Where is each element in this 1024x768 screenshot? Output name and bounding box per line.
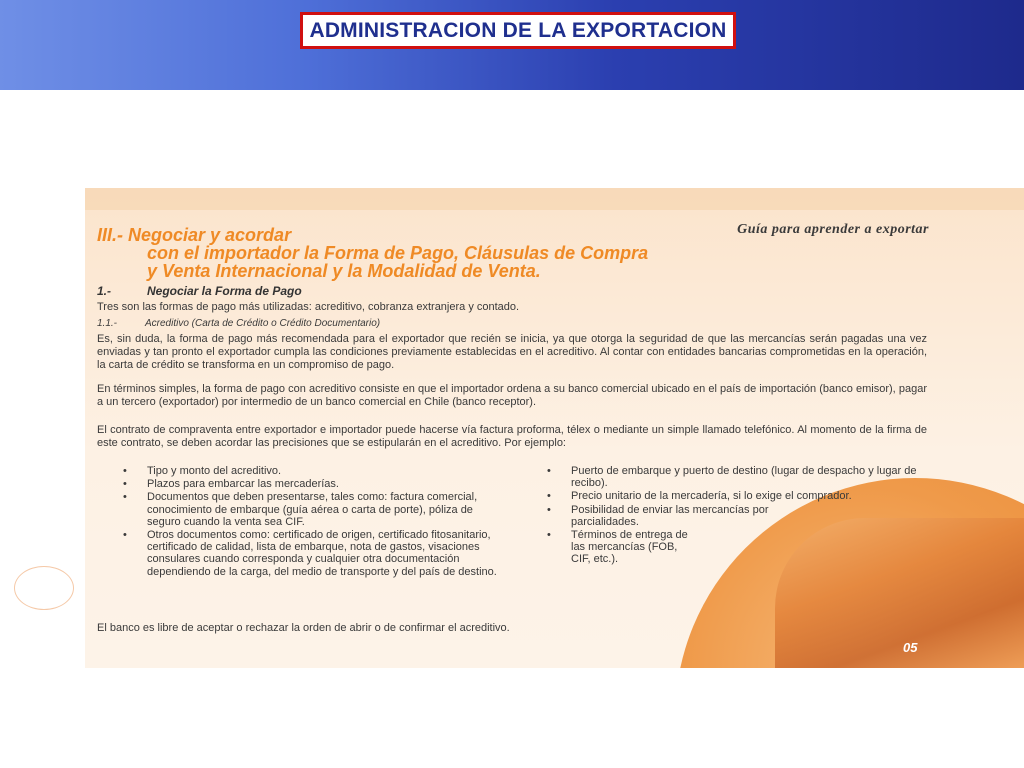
section-number: 1.- xyxy=(97,284,112,298)
heading-line-1: III.- Negociar y acordar xyxy=(97,225,292,245)
paragraph-3: El contrato de compraventa entre exportador e importador puede hacerse vía factura proforma, télex o mediante un simple llamado telefónico. Al momento de la firma de este contrato, se deben acordar las precisiones que se estipularán en el acreditivo. Por ejemplo: xyxy=(97,424,927,449)
list-item: • Posibilidad de enviar las mercancías por parcialidades. xyxy=(547,503,769,528)
decorative-ring xyxy=(14,566,74,610)
section-title: Negociar la Forma de Pago xyxy=(147,284,302,298)
list-item: • Tipo y monto del acreditivo. xyxy=(123,465,282,477)
document-top-stripe xyxy=(85,188,1024,210)
main-heading xyxy=(97,226,917,280)
closing-paragraph: El banco es libre de aceptar o rechazar la orden de abrir o de confirmar el acreditivo. xyxy=(97,622,510,634)
paragraph-2: En términos simples, la forma de pago con acreditivo consiste en que el importador ordena a su banco comercial ubicado en el país de importación (banco emisor), pagar a un tercero (exportador) por intermedio de un banco comercial en Chile (banco receptor). xyxy=(97,383,927,408)
list-item: • Plazos para embarcar las mercaderías. xyxy=(123,478,339,491)
heading-line-2: con el importador la Forma de Pago, Cláusulas de Compra xyxy=(147,243,649,263)
bullet-list-right xyxy=(545,465,927,567)
page-number: 05 xyxy=(903,640,918,655)
list-item: • Otros documentos como: certificado de origen, certificado fitosanitario, certificado de calidad, lista de embarque, nota de gastos, visaciones consulares cuando corresponda y cualquier otra documentación dependiendo de la carga, del medio de transporte y del país de destino. xyxy=(123,529,497,578)
intro-paragraph: Tres son las formas de pago más utilizadas: acreditivo, cobranza extranjera y contado. xyxy=(97,301,520,313)
slide-title: ADMINISTRACION DE LA EXPORTACION xyxy=(309,18,727,42)
list-item: • Documentos que deben presentarse, tales como: factura comercial, conocimiento de embarque (guía aérea o carta de porte), póliza de seguro cuando la venta sea CIF. xyxy=(123,491,478,528)
list-item: • Precio unitario de la mercadería, si lo exige el comprador. xyxy=(547,490,852,503)
subsection-title: Acreditivo (Carta de Crédito o Crédito Documentario) xyxy=(145,318,381,329)
title-box xyxy=(300,12,736,49)
subsection-number: 1.1.- xyxy=(97,318,118,329)
paragraph-1: Es, sin duda, la forma de pago más recomendada para el exportador que recién se inicia, ya que otorga la seguridad de que las mercancías serán pagadas una vez enviadas y tan pronto el exportador cumpla las condiciones previamente establecidas en el acreditivo. Al contar con entidades bancarias comprometidas en la operación, la carta de crédito se transforma en un compromiso de pago. xyxy=(97,333,927,371)
heading-line-3: y Venta Internacional y la Modalidad de Venta. xyxy=(147,261,541,281)
document-scan xyxy=(85,188,1024,668)
list-item: • Términos de entrega de las mercancías (FOB, CIF, etc.). xyxy=(547,529,688,566)
bullet-list-left xyxy=(121,465,501,579)
guide-label: Guía para aprender a exportar xyxy=(737,222,929,237)
list-item: • Puerto de embarque y puerto de destino (lugar de despacho y lugar de recibo). xyxy=(547,465,917,490)
